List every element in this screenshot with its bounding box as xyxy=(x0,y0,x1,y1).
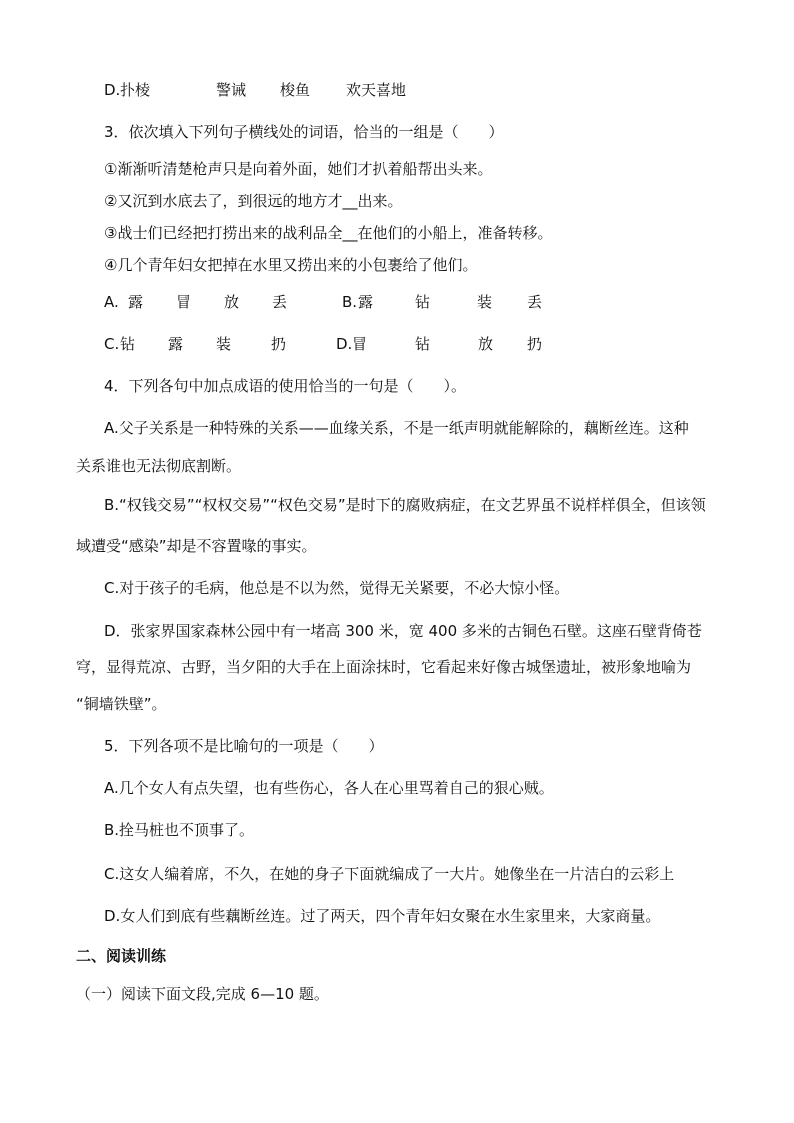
q4-option-d-line-2: 穹，显得荒凉、古野，当夕阳的大手在上面涂抹时，它看起来好像古城堡遗址，被形象地喻为 xyxy=(76,658,692,676)
option-word: 扑棱 xyxy=(120,81,151,99)
q3-sentence-2: ②又沉到水底去了，到很远的地方才__出来。 xyxy=(104,192,403,210)
q5-option-b: B.拴马桩也不顶事了。 xyxy=(104,821,255,839)
q5-option-a: A.几个女人有点失望，也有些伤心，各人在心里骂着自己的狠心贼。 xyxy=(104,779,554,797)
option-word: 放 xyxy=(224,293,240,311)
option-letter: C. xyxy=(104,335,120,353)
q3-stem: 3．依次填入下列句子横线处的词语，恰当的一组是（ ） xyxy=(104,123,504,141)
option-word: 露 xyxy=(168,335,184,353)
option-word: 钻 xyxy=(415,293,431,311)
q4-option-d-line-1: D．张家界国家森林公园中有一堵高 300 米，宽 400 多米的古铜色石壁。这座石壁背倚苍 xyxy=(104,622,702,640)
section-subheading: （一）阅读下面文段,完成 6—10 题。 xyxy=(76,985,329,1003)
option-word: 装 xyxy=(477,293,493,311)
q5-option-c: C.这女人编着席，不久，在她的身子下面就编成了一大片。她像坐在一片洁白的云彩上 xyxy=(104,865,675,883)
q5-stem: 5．下列各项不是比喻句的一项是（ ） xyxy=(104,737,384,755)
option-word: 扔 xyxy=(271,335,287,353)
option-word: 钻 xyxy=(120,335,136,353)
option-word: 警诫 xyxy=(216,81,247,99)
q4-option-c: C.对于孩子的毛病，他总是不以为然，觉得无关紧要，不必大惊小怪。 xyxy=(104,579,570,597)
q4-option-b-line-2: 域遭受“感染”却是不容置喙的事实。 xyxy=(76,537,317,555)
q4-stem: 4．下列各句中加点成语的使用恰当的一句是（ ）。 xyxy=(104,377,467,395)
q4-option-a-line-2: 关系谁也无法彻底割断。 xyxy=(76,457,242,475)
option-word: 放 xyxy=(478,335,494,353)
option-letter: D. xyxy=(336,335,353,353)
option-word: 冒 xyxy=(352,335,368,353)
q4-option-d-line-3: “铜墙铁壁”。 xyxy=(76,695,167,713)
option-word: 扔 xyxy=(527,335,543,353)
option-word: 丢 xyxy=(272,293,288,311)
option-word: 露 xyxy=(128,293,144,311)
option-word: 钻 xyxy=(415,335,431,353)
option-word: 装 xyxy=(216,335,232,353)
option-word: 梭鱼 xyxy=(280,81,311,99)
option-word: 冒 xyxy=(176,293,192,311)
option-letter: B. xyxy=(342,293,358,311)
option-letter: D. xyxy=(104,81,121,99)
section-heading: 二、阅读训练 xyxy=(76,947,167,965)
q4-option-b-line-1: B.“权钱交易”“权权交易”“权色交易”是时下的腐败病症，在文艺界虽不说样样俱全，但该领 xyxy=(104,496,706,514)
option-letter: A. xyxy=(104,293,119,311)
option-word: 欢天喜地 xyxy=(346,81,407,99)
q3-sentence-4: ④几个青年妇女把掉在水里又捞出来的小包裹给了他们。 xyxy=(104,256,478,274)
q3-sentence-3: ③战士们已经把打捞出来的战利品全__在他们的小船上，准备转移。 xyxy=(104,224,553,242)
q4-option-a-line-1: A.父子关系是一种特殊的关系——血缘关系，不是一纸声明就能解除的，藕断丝连。这种 xyxy=(104,419,689,437)
option-word: 丢 xyxy=(527,293,543,311)
option-word: 露 xyxy=(358,293,374,311)
q3-sentence-1: ①渐渐听清楚枪声只是向着外面，她们才扒着船帮出头来。 xyxy=(104,160,493,178)
q5-option-d: D.女人们到底有些藕断丝连。过了两天，四个青年妇女聚在水生家里来，大家商量。 xyxy=(104,907,661,925)
